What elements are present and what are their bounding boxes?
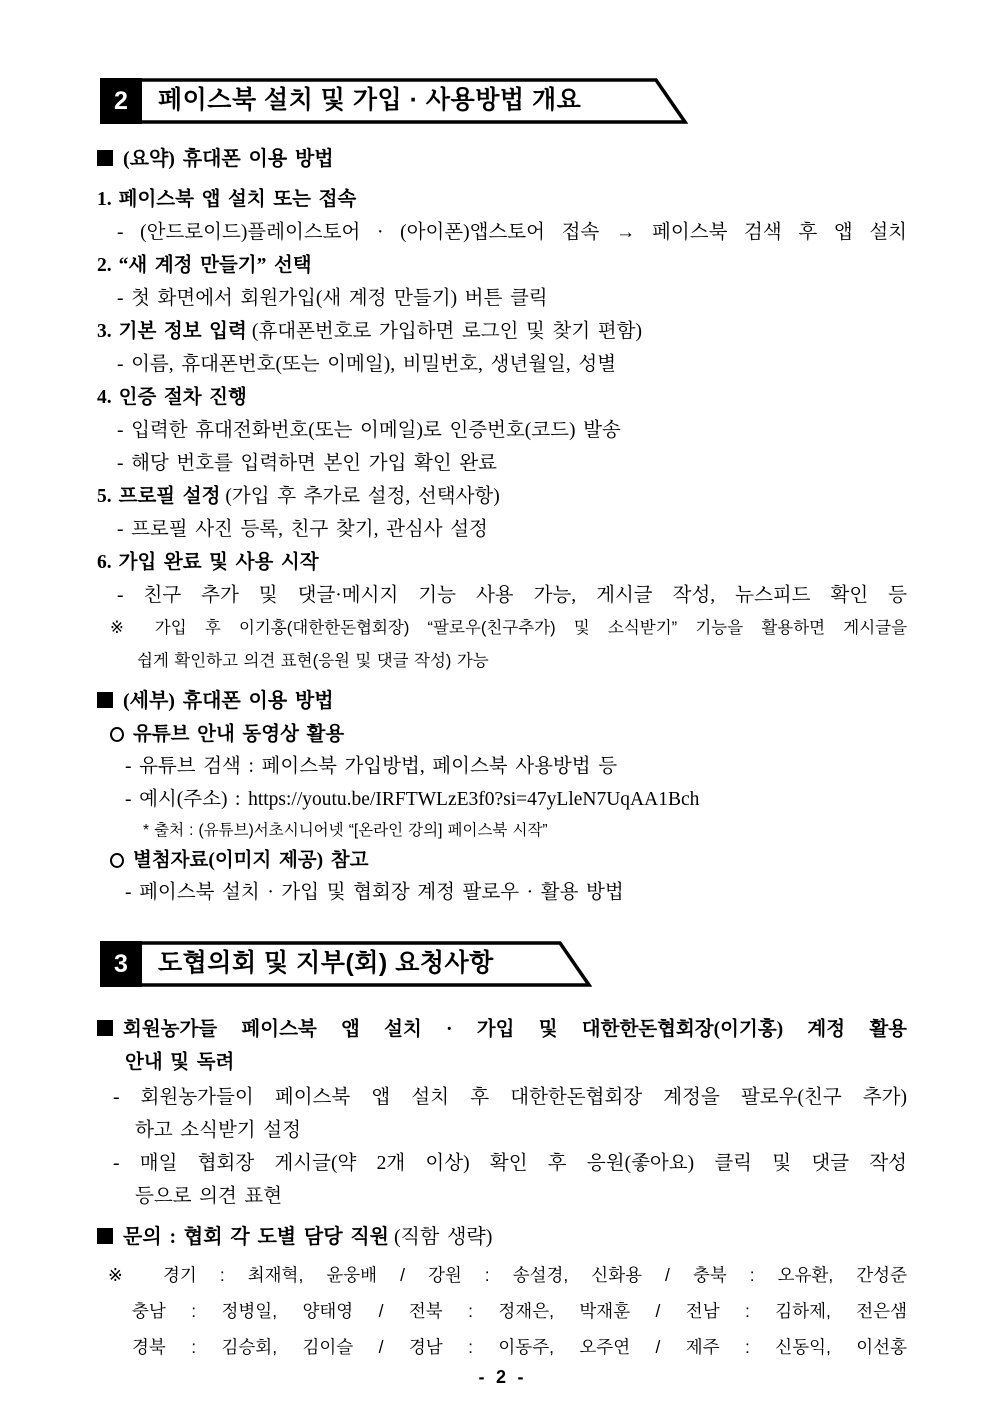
example-label: - 예시(주소) : — [125, 789, 241, 810]
contact-text: 경기 : 최재혁, 윤웅배 / 강원 : 송설경, 신화용 / 충북 : 오유환, 간성준 — [163, 1265, 907, 1285]
summary-heading-text: (요약) 휴대폰 이용 방법 — [123, 148, 334, 170]
contact-line-1 — [97, 1257, 907, 1293]
step-item-3 — [97, 315, 907, 348]
step-4-detail-1: - 입력한 휴대전화번호(또는 이메일)로 인증번호(코드) 발송 — [117, 420, 621, 441]
step-2-detail: - 첫 화면에서 회원가입(새 계정 만들기) 버튼 클릭 — [117, 288, 548, 309]
step-item-4 — [97, 381, 907, 414]
youtube-heading-text: 유튜브 안내 동영상 활용 — [133, 724, 345, 745]
contact-line-2: 충남 : 정병일, 양태영 / 전북 : 정재은, 박재훈 / 전남 : 김하제, 전은샘 — [132, 1301, 907, 1321]
section-2-title: 페이스북 설치 및 가입 · 사용방법 개요 — [158, 86, 582, 114]
section-3-number-badge: 3 — [100, 941, 142, 987]
step-title: 기본 정보 입력 — [118, 321, 247, 342]
youtube-heading — [97, 720, 907, 750]
attachment-heading-text: 별첨자료(이미지 제공) 참고 — [133, 850, 369, 871]
step-item-6 — [97, 546, 907, 579]
step-5-detail: - 프로필 사진 등록, 친구 찾기, 관심사 설정 — [117, 519, 488, 540]
request-item-1-line-2: 하고 소식받기 설정 — [135, 1120, 301, 1141]
black-square-bullet — [97, 692, 113, 708]
step-title: 가입 완료 및 사용 시작 — [118, 552, 319, 573]
attachment-heading — [97, 846, 907, 876]
request-heading-line-2: 안내 및 독려 — [125, 1052, 235, 1073]
step-3-detail: - 이름, 휴대폰번호(또는 이메일), 비밀번호, 생년월일, 성별 — [117, 354, 617, 375]
request-heading-line-1 — [97, 1013, 907, 1046]
step-number: 3. — [97, 321, 112, 342]
step-item-5 — [97, 480, 907, 513]
black-square-bullet — [97, 150, 113, 166]
note-line-2: 쉽게 확인하고 의견 표현(응원 및 댓글 작성) 가능 — [137, 652, 489, 670]
black-square-bullet — [97, 1228, 113, 1244]
youtube-url: https://youtu.be/IRFTWLzE3f0?si=47yLleN7UqAA1Bch — [248, 789, 700, 810]
summary-heading — [97, 145, 907, 173]
reference-mark: ※ — [108, 1265, 140, 1285]
youtube-example-line — [97, 783, 907, 816]
step-number: 2. — [97, 255, 112, 276]
black-square-bullet — [97, 1020, 113, 1036]
step-number: 5. — [97, 486, 112, 507]
step-item-2 — [97, 249, 907, 282]
youtube-search-line: - 유튜브 검색 : 페이스북 가입방법, 페이스북 사용방법 등 — [125, 756, 618, 777]
circle-bullet — [110, 853, 124, 868]
inquiry-heading-suffix: (직함 생략) — [393, 1226, 493, 1248]
detail-heading-text: (세부) 휴대폰 이용 방법 — [123, 690, 334, 712]
request-item-1-line-1: - 회원농가들이 페이스북 앱 설치 후 대한한돈협회장 계정을 팔로우(친구 추가) — [113, 1087, 907, 1108]
detail-heading — [97, 687, 907, 715]
document-content — [97, 78, 907, 1387]
step-title-suffix: (가입 후 추가로 설정, 선택사항) — [225, 486, 500, 507]
step-title: 프로필 설정 — [118, 486, 221, 507]
step-4-detail-2: - 해당 번호를 입력하면 본인 가입 확인 완료 — [117, 453, 497, 474]
page-number: - 2 - — [478, 1367, 526, 1387]
request-heading-text: 회원농가들 페이스북 앱 설치 · 가입 및 대한한돈협회장(이기홍) 계정 활용 — [123, 1019, 907, 1040]
contact-line-3: 경북 : 김승회, 김이슬 / 경남 : 이동주, 오주연 / 제주 : 신동익, 이선홍 — [132, 1337, 907, 1357]
step-number: 4. — [97, 387, 112, 408]
note-text: 가입 후 이기홍(대한한돈협회장) “팔로우(친구추가) 및 소식받기” 기능을 활용하면 게시글을 — [154, 619, 908, 637]
step-1-detail: - (안드로이드)플레이스토어 · (아이폰)앱스토어 접속 → 페이스북 검색 후 앱 설치 — [117, 222, 907, 243]
step-6-detail: - 친구 추가 및 댓글·메시지 기능 사용 가능, 게시글 작성, 뉴스피드 확인 등 — [117, 585, 907, 606]
youtube-source-line: * 출처 : (유튜브)서초시니어넷 “[온라인 강의] 페이스북 시작” — [143, 822, 548, 839]
section-3-header — [100, 941, 592, 987]
request-item-2-line-1: - 매일 협회장 게시글(약 2개 이상) 확인 후 응원(좋아요) 클릭 및 댓글 작성 — [113, 1153, 907, 1174]
section-3-title: 도협의회 및 지부(회) 요청사항 — [158, 949, 494, 977]
step-title-suffix: (휴대폰번호로 가입하면 로그인 및 찾기 편함) — [251, 321, 642, 342]
note-line-1 — [97, 612, 907, 645]
step-item-1 — [97, 183, 907, 216]
step-title: 페이스북 앱 설치 또는 접속 — [118, 189, 357, 210]
inquiry-heading-text: 문의 : 협회 각 도별 담당 직원 — [123, 1226, 389, 1248]
step-number: 6. — [97, 552, 112, 573]
step-number: 1. — [97, 189, 112, 210]
step-title: “새 계정 만들기” 선택 — [118, 255, 312, 276]
request-item-2-line-2: 등으로 의견 표현 — [135, 1186, 283, 1207]
attachment-item: - 페이스북 설치 · 가입 및 협회장 계정 팔로우 · 활용 방법 — [125, 882, 624, 903]
circle-bullet — [110, 727, 124, 742]
inquiry-heading — [97, 1222, 907, 1252]
reference-mark: ※ — [110, 619, 137, 637]
section-2-number-badge: 2 — [100, 78, 142, 124]
step-title: 인증 절차 진행 — [118, 387, 247, 408]
section-2-header — [100, 78, 688, 124]
